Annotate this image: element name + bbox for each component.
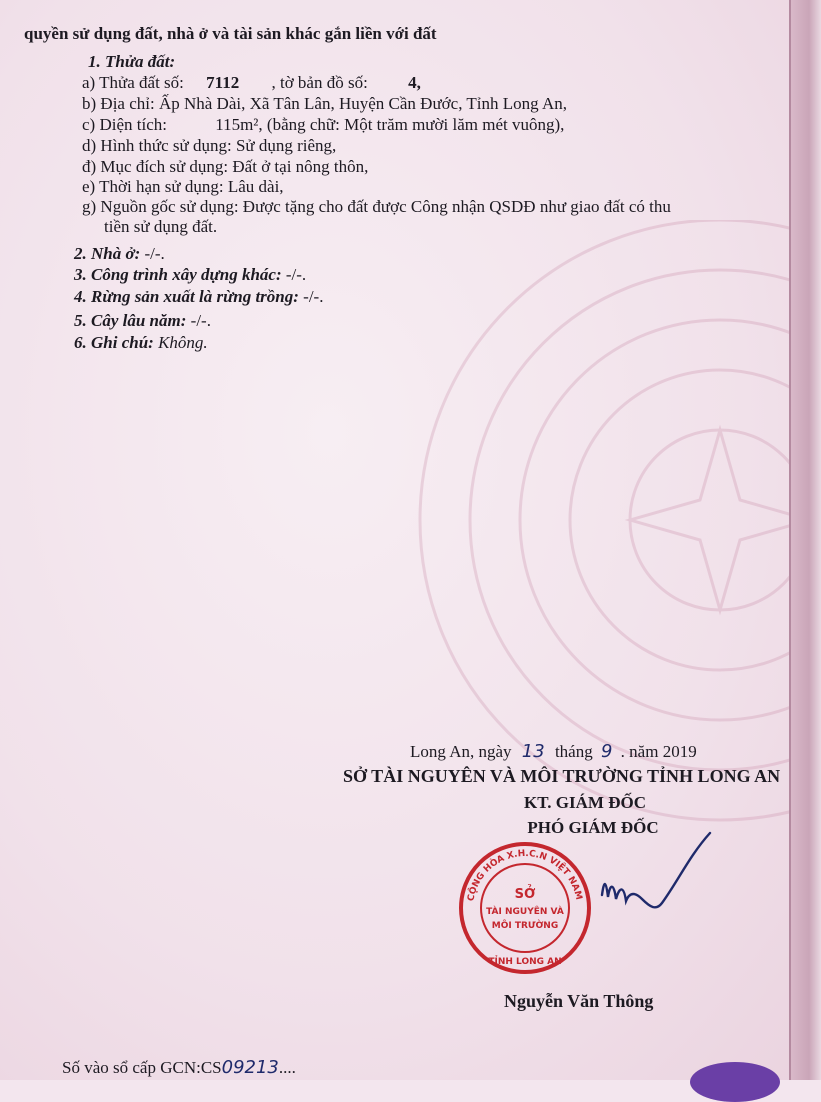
- issuing-agency: SỞ TÀI NGUYÊN VÀ MÔI TRƯỜNG TỈNH LONG AN: [343, 766, 781, 786]
- section-4-heading: 4. Rừng sản xuất là rừng trồng:: [74, 287, 299, 306]
- area-label: c) Diện tích:: [82, 115, 167, 134]
- section-2-value: -/-.: [140, 244, 165, 263]
- usage-term-row: e) Thời hạn sử dụng: Lâu dài,: [82, 177, 284, 196]
- usage-form-row: d) Hình thức sử dụng: Sử dụng riêng,: [82, 136, 337, 155]
- official-stamp-icon: [455, 838, 595, 978]
- usage-purpose-row: đ) Mục đích sử dụng: Đất ở tại nông thôn,: [82, 157, 369, 176]
- section-5: [74, 311, 211, 331]
- handwritten-signature-icon: [590, 825, 720, 935]
- parcel-label: a) Thửa đất số:: [82, 73, 184, 92]
- stamp-line-3: MÔI TRƯỜNG: [491, 921, 559, 931]
- section-6-heading: 6. Ghi chú:: [74, 333, 154, 352]
- registry-trail: ....: [278, 1058, 296, 1077]
- section-1-heading: 1. Thửa đất:: [88, 52, 176, 71]
- signer-role-2: PHÓ GIÁM ĐỐC: [527, 818, 659, 837]
- section-2: [74, 244, 165, 264]
- signer-role-1: KT. GIÁM ĐỐC: [524, 793, 646, 812]
- section-3-heading: 3. Công trình xây dựng khác:: [74, 265, 282, 284]
- date-prefix: Long An, ngày: [410, 742, 512, 761]
- date-year: . năm 2019: [620, 742, 697, 761]
- parcel-number-row: [82, 73, 421, 93]
- stamp-line-1: SỞ: [514, 887, 536, 902]
- section-2-heading: 2. Nhà ở:: [74, 244, 141, 263]
- section-4: [74, 287, 323, 307]
- address-row: b) Địa chỉ: Ấp Nhà Dài, Xã Tân Lân, Huyện Cần Đước, Tỉnh Long An,: [82, 94, 567, 113]
- area-value: 115m², (bằng chữ: Một trăm mười lăm mét vuông),: [215, 115, 565, 134]
- date-line: [410, 742, 697, 762]
- usage-origin-cont: tiền sử dụng đất.: [104, 217, 218, 236]
- registry-label: Số vào sổ cấp GCN:CS: [62, 1058, 222, 1077]
- section-3: [74, 265, 306, 285]
- section-3-value: -/-.: [281, 265, 307, 284]
- registry-number: 09213: [221, 1057, 279, 1078]
- stamp-bottom-text: TỈNH LONG AN: [488, 957, 562, 967]
- section-5-value: -/-.: [186, 311, 211, 330]
- section-5-heading: 5. Cây lâu năm:: [74, 311, 187, 330]
- stamp-ring-text: CỘNG HÒA X.H.C.N VIỆT NAM: [466, 848, 584, 903]
- date-day: 13: [521, 741, 545, 762]
- stamp-line-2: TÀI NGUYÊN VÀ: [486, 907, 564, 917]
- parcel-number: 7112: [206, 73, 240, 92]
- usage-origin-row: g) Nguồn gốc sử dụng: Được tặng cho đất được Công nhận QSDĐ như giao đất có thu: [82, 197, 671, 216]
- corner-overlay: [690, 1062, 780, 1102]
- page-edge: [789, 0, 821, 1080]
- date-month: 9: [600, 741, 613, 762]
- map-sheet-label: , tờ bản đồ số:: [271, 73, 368, 92]
- page-title: quyền sử dụng đất, nhà ở và tài sản khác gắn liền với đất: [24, 24, 437, 43]
- area-row: [82, 115, 564, 135]
- registry-number-row: [62, 1058, 296, 1078]
- section-6-value: Không.: [153, 333, 208, 352]
- map-sheet-number: 4,: [408, 73, 421, 92]
- date-month-label: tháng: [554, 742, 593, 761]
- signer-name: Nguyễn Văn Thông: [504, 991, 654, 1011]
- section-4-value: -/-.: [298, 287, 324, 306]
- section-6: [74, 333, 208, 353]
